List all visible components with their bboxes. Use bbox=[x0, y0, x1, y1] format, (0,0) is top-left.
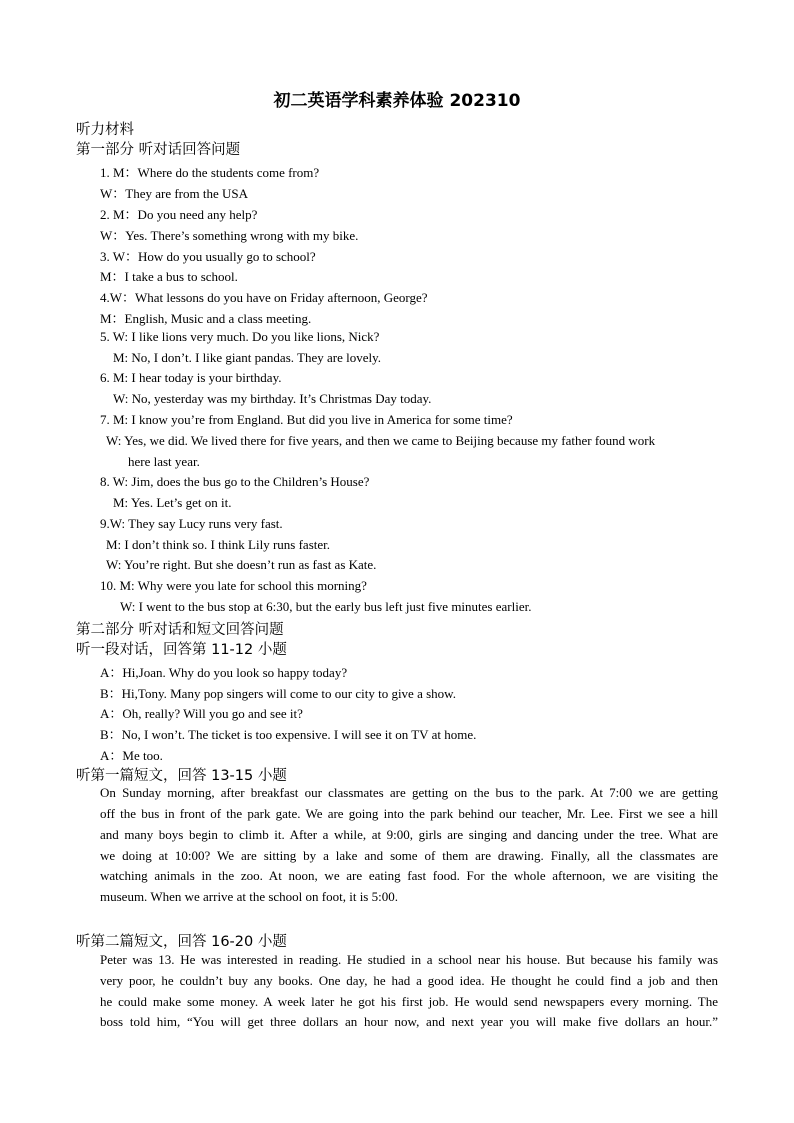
passage1-line: On Sunday morning, after breakfast our classmates are getting on the bus to the park. At 7:00 we are getting bbox=[100, 785, 718, 800]
dialog-line: W: Yes, we did. We lived there for five years, and then we came to Beijing because my father found work bbox=[106, 433, 656, 448]
passage2-line: boss told him, “You will get three dollars an hour now, and next year you will make five dollars an hour.” bbox=[100, 1014, 718, 1029]
dialog-line: 7. M: I know you’re from England. But did you live in America for some time? bbox=[100, 412, 513, 427]
dialog-line: B：Hi,Tony. Many pop singers will come to our city to give a show. bbox=[100, 686, 456, 701]
passage1-heading: 听第一篇短文，回答 13-15 小题 bbox=[76, 768, 287, 784]
dialog-line: M: I don’t think so. I think Lily runs faster. bbox=[106, 537, 330, 552]
dialog-line: A：Oh, really? Will you go and see it? bbox=[100, 706, 303, 721]
part2-heading: 第二部分 听对话和短文回答问题 bbox=[76, 622, 284, 638]
dialog-heading: 听一段对话，回答第 11-12 小题 bbox=[76, 642, 287, 658]
dialog-line: here last year. bbox=[128, 454, 200, 469]
dialog-line: 4.W：What lessons do you have on Friday afternoon, George? bbox=[100, 290, 428, 305]
passage1-line: off the bus in front of the park gate. We are going into the park behind our teacher, Mr. Lee. First we see a hill bbox=[100, 806, 718, 821]
document-title: 初二英语学科素养体验 202310 bbox=[273, 91, 521, 111]
dialog-line: W: No, yesterday was my birthday. It’s Christmas Day today. bbox=[113, 391, 432, 406]
passage1-line: and many boys begin to climb it. After a while, at 9:00, girls are singing and dancing under the tree. What are bbox=[100, 827, 718, 842]
section-label: 听力材料 bbox=[76, 122, 134, 138]
passage2-line: he could make some money. A week later he got his first job. He would send newspapers every morning. The bbox=[100, 994, 718, 1009]
dialog-line: W：Yes. There’s something wrong with my bike. bbox=[100, 228, 359, 243]
dialog-line: 9.W: They say Lucy runs very fast. bbox=[100, 516, 283, 531]
dialog-line: 3. W：How do you usually go to school? bbox=[100, 249, 316, 264]
dialog-line: 6. M: I hear today is your birthday. bbox=[100, 370, 282, 385]
dialog-line: 10. M: Why were you late for school this morning? bbox=[100, 578, 367, 593]
part1-heading: 第一部分 听对话回答问题 bbox=[76, 142, 241, 158]
dialog-line: W：They are from the USA bbox=[100, 186, 249, 201]
dialog-line: A：Me too. bbox=[100, 748, 163, 763]
dialog-line: M: No, I don’t. I like giant pandas. They are lovely. bbox=[113, 350, 382, 365]
dialog-line: M: Yes. Let’s get on it. bbox=[113, 495, 232, 510]
passage1-line: watching animals in the zoo. At noon, we are eating fast food. For the whole afternoon, we are visiting the bbox=[100, 868, 718, 883]
dialog-line: A：Hi,Joan. Why do you look so happy today? bbox=[100, 665, 348, 680]
dialog-line: 5. W: I like lions very much. Do you like lions, Nick? bbox=[100, 329, 380, 344]
dialog-line: M：English, Music and a class meeting. bbox=[100, 311, 312, 326]
dialog-line: 2. M：Do you need any help? bbox=[100, 207, 258, 222]
passage2-heading: 听第二篇短文，回答 16-20 小题 bbox=[76, 934, 287, 950]
dialog-line: W: You’re right. But she doesn’t run as fast as Kate. bbox=[106, 557, 377, 572]
dialog-line: 1. M：Where do the students come from? bbox=[100, 165, 320, 180]
passage2-line: Peter was 13. He was interested in reading. He studied in a school near his house. But because his family was bbox=[100, 952, 718, 967]
passage1-line: museum. When we arrive at the school on foot, it is 5:00. bbox=[100, 889, 398, 904]
dialog-line: M：I take a bus to school. bbox=[100, 269, 238, 284]
dialog-line: B：No, I won’t. The ticket is too expensive. I will see it on TV at home. bbox=[100, 727, 477, 742]
dialog-line: 8. W: Jim, does the bus go to the Children’s House? bbox=[100, 474, 370, 489]
passage2-line: very poor, he couldn’t buy any books. One day, he had a good idea. He thought he could find a job and then bbox=[100, 973, 718, 988]
passage1-line: we doing at 10:00? We are sitting by a lake and some of them are drawing. Finally, all the classmates are bbox=[100, 848, 718, 863]
dialog-line: W: I went to the bus stop at 6:30, but the early bus left just five minutes earlier. bbox=[120, 599, 532, 614]
